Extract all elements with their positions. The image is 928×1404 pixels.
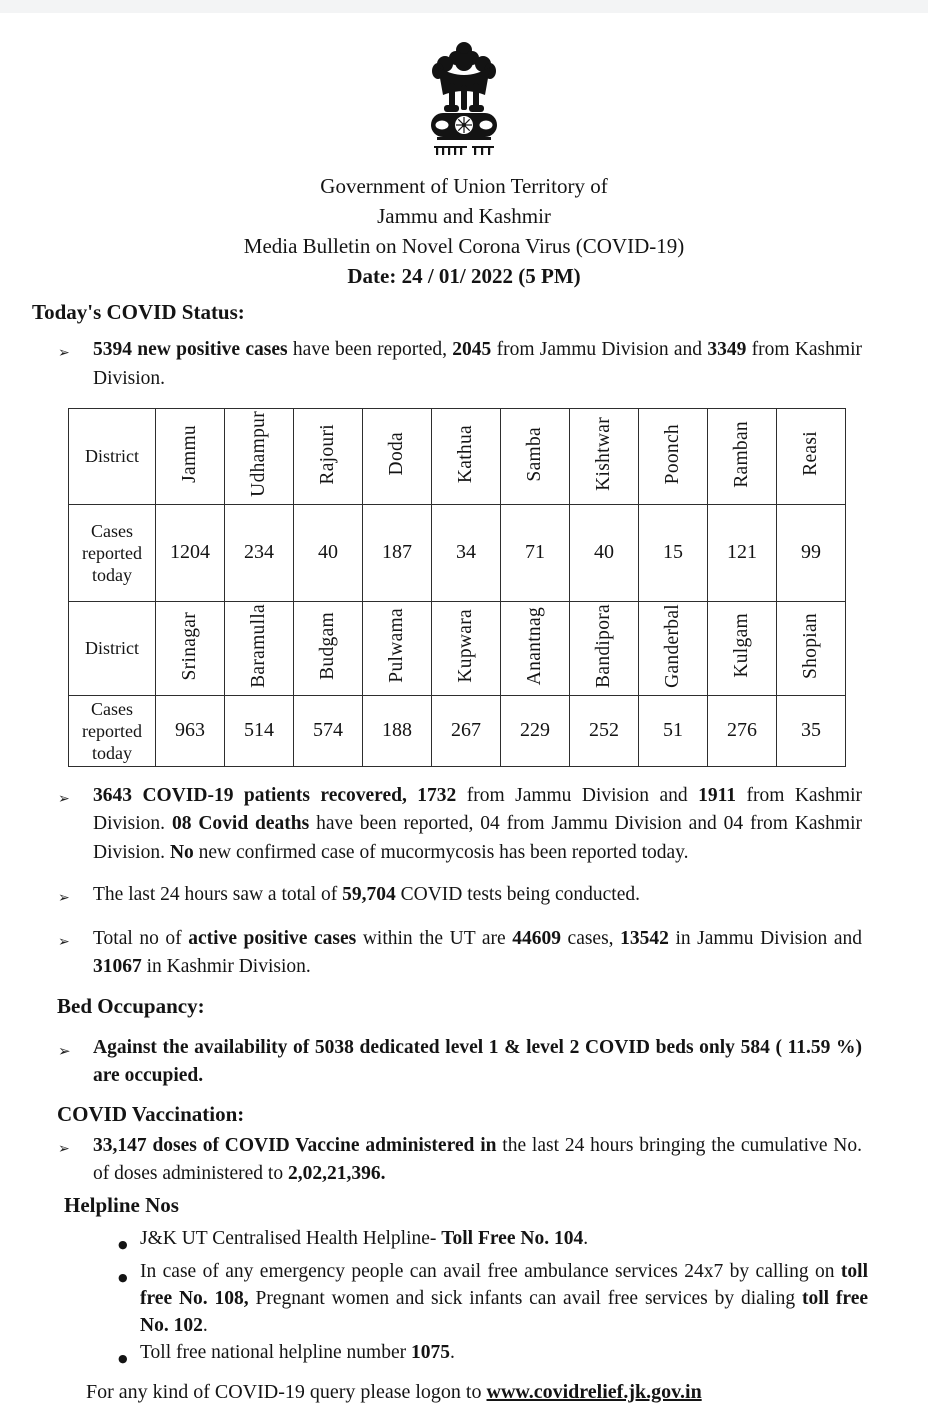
cases-value-cell: 252 [570, 695, 639, 766]
text-segment: 2045 [452, 339, 492, 360]
district-header-cell [294, 601, 363, 695]
text-segment: within the UT are [356, 927, 513, 949]
bed-occupancy-bullet [58, 1034, 862, 1091]
district-name: Bandipora [593, 603, 614, 688]
table-row-cases [69, 695, 846, 766]
helpline-item-text [140, 1225, 868, 1258]
helpline-heading: Helpline Nos [64, 1192, 179, 1217]
top-strip [0, 0, 928, 13]
cases-value-cell: 51 [639, 695, 708, 766]
text-segment: 59,704 [342, 884, 396, 906]
cases-value-cell: 574 [294, 695, 363, 766]
cases-value-cell: 514 [225, 695, 294, 766]
district-header-cell [708, 409, 777, 505]
cases-value-cell: 963 [156, 695, 225, 766]
district-name: Udhampur [248, 411, 269, 497]
district-header-cell [432, 601, 501, 695]
arrow-bullet-icon: ➢ [58, 933, 70, 950]
text-segment: No [169, 841, 194, 863]
bed-occupancy-heading: Bed Occupancy: [57, 993, 205, 1018]
bed-occupancy-text [93, 1034, 862, 1091]
text-segment: J&K UT Centralised Health Helpline- [140, 1227, 442, 1249]
org-line-1: Government of Union Territory of [320, 174, 608, 198]
helpline-item [118, 1339, 868, 1372]
text-segment: Pregnant women and sick infants can avail free services by dialing [248, 1287, 802, 1309]
text-segment: in Kashmir Division. [141, 956, 311, 978]
vaccination-text [93, 1132, 862, 1189]
recovered-bullet [58, 782, 862, 868]
text-segment: 3643 COVID-19 patients recovered, 1732 [93, 784, 457, 806]
text-segment: new confirmed case of mucormycosis has been reported today. [193, 841, 689, 863]
arrow-bullet-icon: ➢ [58, 1140, 70, 1157]
new-cases-bullet [58, 336, 862, 393]
org-line-2: Jammu and Kashmir [377, 204, 551, 228]
district-name: Kathua [455, 424, 476, 483]
district-header-cell [156, 409, 225, 505]
district-name: Kulgam [731, 613, 752, 679]
dot-bullet-icon: ● [118, 1351, 128, 1365]
district-name: Samba [524, 426, 545, 482]
district-name: Ganderbal [662, 603, 683, 688]
district-name: Baramulla [248, 603, 269, 688]
text-segment: from Jammu Division and [456, 784, 699, 806]
text-segment: . [202, 1314, 208, 1336]
district-cases-table [68, 408, 846, 767]
district-name: Srinagar [179, 611, 200, 681]
helpline-item [118, 1258, 868, 1339]
district-header-cell [777, 409, 846, 505]
cases-value-cell: 267 [432, 695, 501, 766]
text-segment: Toll free national helpline number [140, 1341, 412, 1363]
text-segment: 31067 [93, 956, 142, 978]
district-header-cell [225, 601, 294, 695]
text-segment: toll free No. 102 [140, 1287, 869, 1336]
district-header-cell [777, 601, 846, 695]
text-segment: from Jammu Division and [491, 339, 708, 360]
cases-value-cell: 40 [570, 504, 639, 601]
text-segment: In case of any emergency people can avail free ambulance services 24x7 by calling on [140, 1260, 841, 1282]
footer-query-line [86, 1380, 888, 1404]
arrow-bullet-icon: ➢ [58, 890, 70, 907]
district-header-cell [501, 409, 570, 505]
text-segment: Total no of [93, 927, 189, 949]
district-name: Jammu [179, 424, 200, 483]
active-cases-bullet [58, 925, 862, 982]
arrow-bullet-icon: ➢ [58, 345, 70, 361]
district-header-cell [156, 601, 225, 695]
text-segment: Toll Free No. 104 [441, 1227, 584, 1249]
vaccination-heading: COVID Vaccination: [57, 1101, 245, 1126]
recovered-text [93, 782, 862, 868]
footer-link[interactable]: www.covidrelief.jk.gov.in [486, 1380, 702, 1403]
district-header-cell [570, 601, 639, 695]
text-segment: Against the availability of 5038 dedicated level 1 & level 2 COVID beds only 584 ( 11.59 %) are occupied. [93, 1036, 862, 1087]
text-segment: the last 24 hours bringing the cumulative No. of doses administered to [93, 1134, 863, 1185]
table-row-districts [69, 601, 846, 695]
cases-value-cell: 276 [708, 695, 777, 766]
text-segment: 1911 [698, 784, 737, 806]
cases-value-cell: 15 [639, 504, 708, 601]
table-row-cases [69, 504, 846, 601]
text-segment: 2,02,21,396. [287, 1163, 386, 1185]
text-segment: active positive cases [188, 927, 357, 949]
cases-value-cell: 187 [363, 504, 432, 601]
text-segment: 08 Covid deaths [171, 813, 310, 835]
text-segment: 1075 [411, 1341, 451, 1363]
helpline-item-text [140, 1339, 868, 1372]
district-name: Kupwara [455, 608, 476, 683]
tests-text [93, 881, 862, 913]
text-segment: have been reported, 04 from Jammu Division and 04 from Kashmir Division. [93, 813, 862, 863]
cases-value-cell: 35 [777, 695, 846, 766]
text-segment: For any kind of COVID-19 query please logon to [86, 1380, 487, 1403]
active-cases-text [93, 925, 862, 982]
bulletin-title: Media Bulletin on Novel Corona Virus (COVID-19) [243, 234, 685, 258]
text-segment: The last 24 hours saw a total of [93, 884, 343, 906]
district-header-cell [225, 409, 294, 505]
new-cases-text [93, 336, 862, 393]
text-segment: 44609 [512, 927, 561, 949]
district-name: Reasi [800, 431, 821, 477]
district-name: Kishtwar [593, 416, 614, 491]
text-segment: 13542 [620, 927, 669, 949]
vaccination-bullet [58, 1132, 862, 1189]
ashoka-emblem-icon [424, 37, 504, 161]
helpline-list [0, 1225, 928, 1372]
text-segment: in Jammu Division and [668, 927, 862, 949]
cases-value-cell: 99 [777, 504, 846, 601]
district-name: Poonch [662, 423, 683, 485]
cases-value-cell: 1204 [156, 504, 225, 601]
district-name: Rajouri [317, 423, 338, 485]
text-segment: toll free No. 108, [140, 1260, 868, 1309]
text-segment: . [583, 1227, 589, 1249]
text-segment: . [450, 1341, 455, 1363]
text-segment: COVID tests being conducted. [395, 884, 640, 906]
text-segment: cases, [560, 927, 621, 949]
district-header-cell [570, 409, 639, 505]
district-label-cell: District [69, 601, 156, 695]
cases-value-cell: 234 [225, 504, 294, 601]
district-header-cell [639, 601, 708, 695]
district-header-cell [294, 409, 363, 505]
dot-bullet-icon: ● [118, 1270, 128, 1284]
text-segment: 5394 new positive cases [93, 339, 288, 360]
emblem-motto [434, 146, 494, 155]
district-header-cell [432, 409, 501, 505]
district-name: Doda [386, 432, 407, 476]
district-header-cell [363, 409, 432, 505]
cases-value-cell: 121 [708, 504, 777, 601]
district-header-cell [501, 601, 570, 695]
cases-label-cell: Cases reported today [69, 504, 156, 601]
district-name: Ramban [731, 420, 752, 488]
text-segment: 33,147 doses of COVID Vaccine administered in [93, 1134, 497, 1156]
district-name: Shopian [800, 612, 821, 679]
table-row-districts [69, 409, 846, 505]
district-name: Budgam [317, 611, 338, 680]
cases-label-cell: Cases reported today [69, 695, 156, 766]
helpline-item [118, 1225, 868, 1258]
district-name: Pulwama [386, 608, 407, 684]
text-segment: have been reported, [287, 339, 453, 360]
district-header-cell [708, 601, 777, 695]
dot-bullet-icon: ● [118, 1237, 128, 1251]
bulletin-date: Date: 24 / 01/ 2022 (5 PM) [347, 264, 581, 288]
text-segment: 3349 [707, 339, 747, 360]
cases-value-cell: 229 [501, 695, 570, 766]
cases-value-cell: 34 [432, 504, 501, 601]
text-segment: from Kashmir Division. [93, 784, 862, 835]
text-segment: from Kashmir Division. [93, 339, 862, 389]
district-header-cell [363, 601, 432, 695]
helpline-item-text [140, 1258, 868, 1339]
cases-value-cell: 71 [501, 504, 570, 601]
arrow-bullet-icon: ➢ [58, 790, 70, 807]
tests-bullet [58, 881, 862, 913]
today-status-heading: Today's COVID Status: [32, 300, 245, 324]
cases-value-cell: 188 [363, 695, 432, 766]
district-name: Anantnag [524, 606, 545, 685]
cases-value-cell: 40 [294, 504, 363, 601]
district-header-cell [639, 409, 708, 505]
district-label-cell: District [69, 409, 156, 505]
arrow-bullet-icon: ➢ [58, 1041, 71, 1060]
